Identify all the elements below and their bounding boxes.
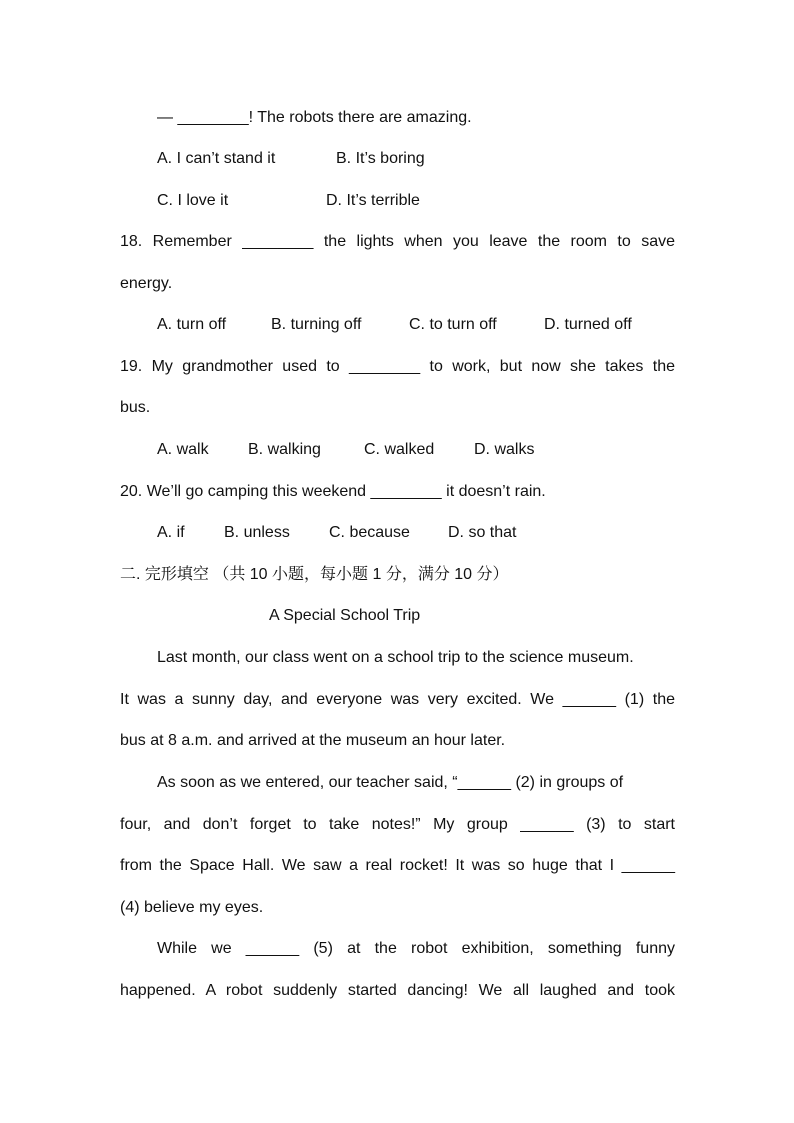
- q18-stem-line2: energy.: [120, 275, 173, 292]
- section-heading: 二. 完形填空 （共 10 小题，每小题 1 分，满分 10 分）: [120, 566, 509, 583]
- q19-option-d: D. walks: [474, 441, 535, 458]
- passage-title: A Special School Trip: [269, 607, 421, 624]
- passage-line: from the Space Hall. We saw a real rocket! It was so huge that I ______: [120, 857, 675, 874]
- q18-option-a: A. turn off: [157, 316, 227, 333]
- passage-line: (4) believe my eyes.: [120, 899, 264, 916]
- passage-line: As soon as we entered, our teacher said, “______ (2) in groups of: [157, 774, 624, 791]
- q19-option-c: C. walked: [364, 441, 435, 458]
- q20-option-a: A. if: [157, 524, 185, 541]
- passage-line: happened. A robot suddenly started dancing! We all laughed and took: [120, 982, 675, 999]
- q18-stem-line1: 18. Remember ________ the lights when you leave the room to save: [120, 233, 675, 250]
- q17-option-b: B. It’s boring: [336, 150, 425, 167]
- passage-line: It was a sunny day, and everyone was very excited. We ______ (1) the: [120, 691, 675, 708]
- q20-option-c: C. because: [329, 524, 410, 541]
- q20-stem: 20. We’ll go camping this weekend ________ it doesn’t rain.: [120, 483, 546, 500]
- q18-option-d: D. turned off: [544, 316, 632, 333]
- q20-option-b: B. unless: [224, 524, 290, 541]
- q18-option-b: B. turning off: [271, 316, 362, 333]
- passage-line: Last month, our class went on a school trip to the science museum.: [157, 649, 634, 666]
- q19-stem-line1: 19. My grandmother used to ________ to work, but now she takes the: [120, 358, 675, 375]
- q19-option-b: B. walking: [248, 441, 321, 458]
- q17-option-a: A. I can’t stand it: [157, 150, 276, 167]
- q20-option-d: D. so that: [448, 524, 517, 541]
- passage-line: bus at 8 a.m. and arrived at the museum an hour later.: [120, 732, 506, 749]
- q19-stem-line2: bus.: [120, 399, 151, 416]
- q17-option-d: D. It’s terrible: [326, 192, 420, 209]
- q18-option-c: C. to turn off: [409, 316, 497, 333]
- q17-option-c: C. I love it: [157, 192, 229, 209]
- passage-line: four, and don’t forget to take notes!” My group ______ (3) to start: [120, 816, 675, 833]
- passage-line: While we ______ (5) at the robot exhibition, something funny: [157, 940, 675, 957]
- q17-prompt: — ________! The robots there are amazing.: [157, 109, 472, 126]
- q19-option-a: A. walk: [157, 441, 209, 458]
